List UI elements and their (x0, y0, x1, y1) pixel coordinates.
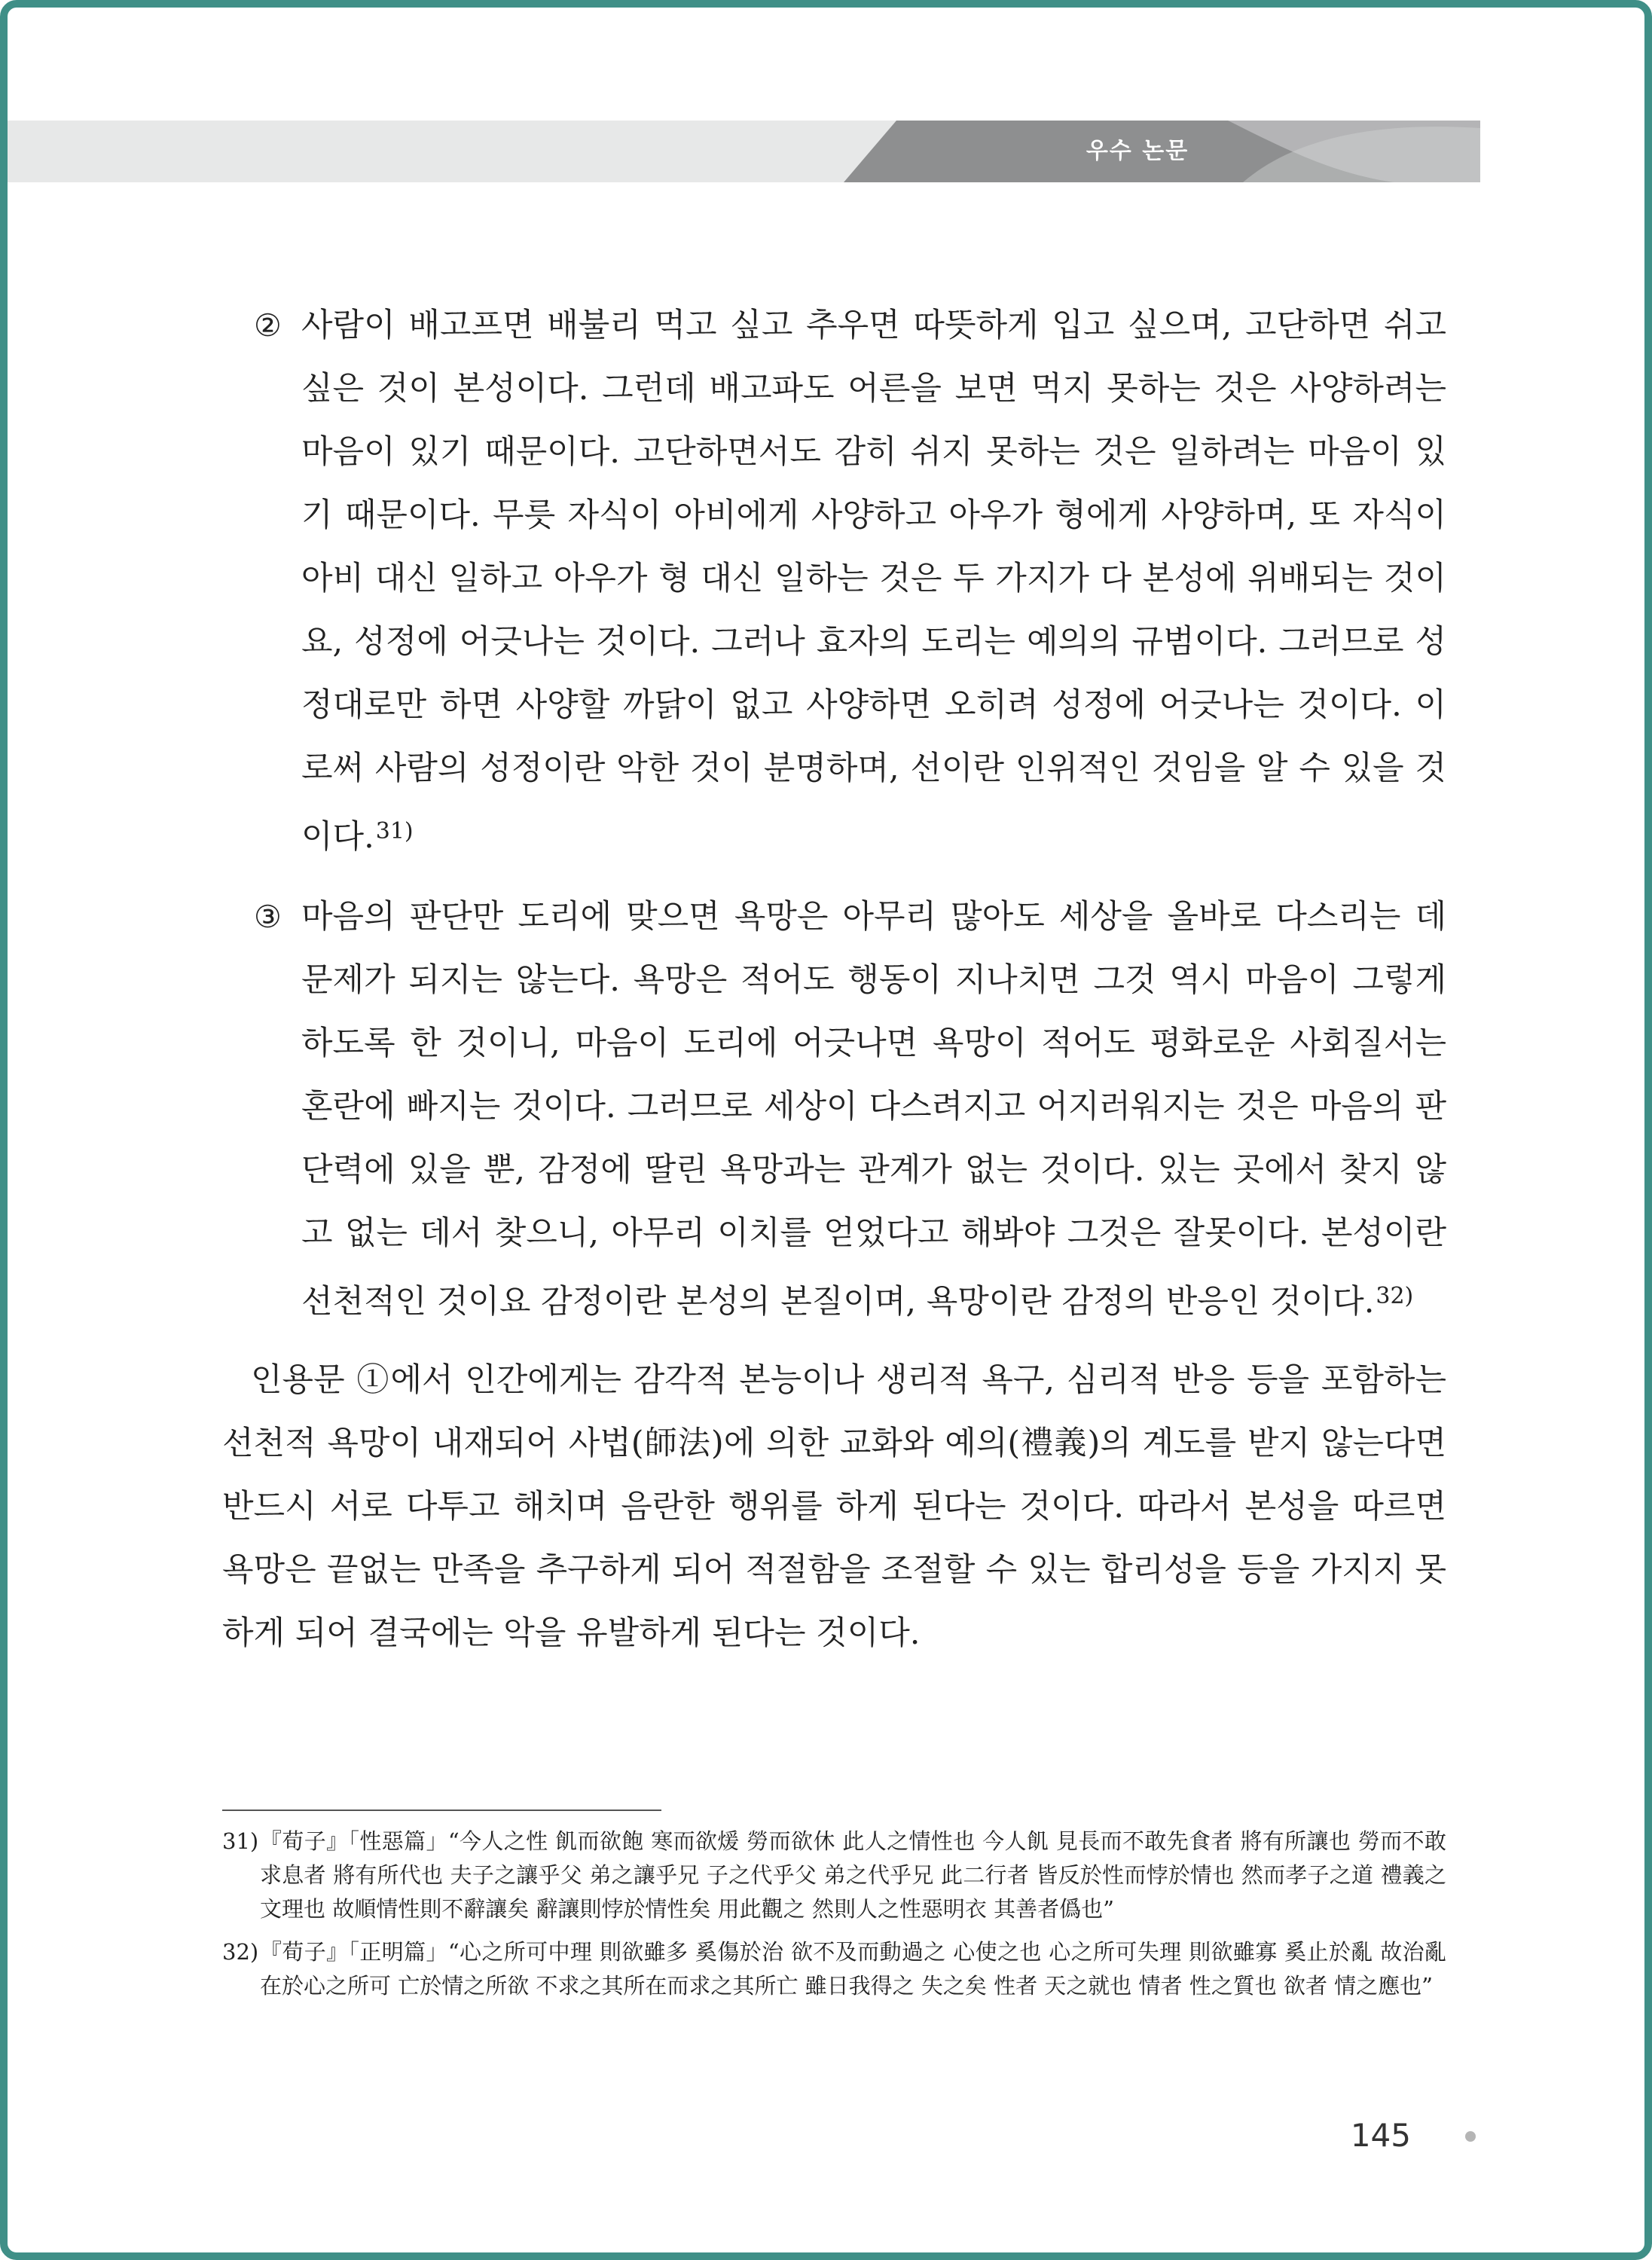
quote-body: 사람이 배고프면 배불리 먹고 싶고 추우면 따뜻하게 입고 싶으며, 고단하면 쉬고 싶은 것이 본성이다. 그런데 배고파도 어른을 보면 먹지 못하는 것은 사양하려는 마음이 있기 때문이다. 고단하면서도 감히 쉬지 못하는 것은 일하려는 마음이 있기 때문이다. 무릇 자식이 아비에게 사양하고 아우가 형에게 사양하며, 또 자식이 아비 대신 일하고 아우가 형 대신 일하는 것은 두 가지가 다 본성에 위배되는 것이요, 성정에 어긋나는 것이다. 그러나 효자의 도리는 예의의 규범이다. 그러므로 성정대로만 하면 사양할 까닭이 없고 사양하면 오히려 성정에 어긋나는 것이다. 이로써 사람의 성정이란 악한 것이 분명하며, 선이란 인위적인 것임을 알 수 있을 것이다. (301, 307, 1446, 856)
quote-text (301, 885, 1446, 1333)
footnote-number: 31) (222, 1828, 259, 1854)
quote-marker: ② (254, 307, 282, 344)
running-header-band (8, 121, 1480, 182)
footnote-text: 『荀子』「性惡篇」“今人之性 飢而欲飽 寒而欲煖 勞而欲休 此人之情性也 今人飢 見長而不敢先食者 將有所讓也 勞而不敢求息者 將有所代也 夫子之讓乎父 弟之讓乎兄 子之代乎父 弟之代乎兄 此二行者 皆反於性而悖於情也 然而孝子之道 禮義之文理也 故順情性則不辭讓矣 辭讓則悖於情性矣 用此觀之 然則人之性惡明衣 其善者僞也” (260, 1828, 1446, 1922)
footnote-number: 32) (222, 1939, 259, 1965)
main-text (222, 294, 1446, 1697)
header-decoration (8, 121, 1480, 182)
quote-item-3 (222, 885, 1446, 1333)
quote-text (301, 294, 1446, 869)
footnote-ref-31[interactable]: 31) (375, 818, 414, 844)
page-number-dot (1465, 2131, 1476, 2142)
quote-marker: ③ (254, 899, 282, 935)
footnote-divider (222, 1810, 661, 1811)
quote-item-2 (222, 294, 1446, 869)
quote-body: 마음의 판단만 도리에 맞으면 욕망은 아무리 많아도 세상을 올바로 다스리는 데 문제가 되지는 않는다. 욕망은 적어도 행동이 지나치면 그것 역시 마음이 그렇게 하도록 한 것이니, 마음이 도리에 어긋나면 욕망이 적어도 평화로운 사회질서는 혼란에 빠지는 것이다. 그러므로 세상이 다스려지고 어지러워지는 것은 마음의 판단력에 있을 뿐, 감정에 딸린 욕망과는 관계가 없는 것이다. 있는 곳에서 찾지 않고 없는 데서 찾으니, 아무리 이치를 얻었다고 해봐야 그것은 잘못이다. 본성이란 선천적인 것이요 감정이란 본성의 본질이며, 욕망이란 감정의 반응인 것이다. (301, 898, 1446, 1321)
footnote-ref-32[interactable]: 32) (1376, 1283, 1414, 1309)
footnote-31 (222, 1825, 1446, 1926)
footnote-32 (222, 1935, 1446, 2003)
page-number: 145 (1350, 2117, 1411, 2154)
body-paragraph: 인용문 ①에서 인간에게는 감각적 본능이나 생리적 욕구, 심리적 반응 등을 포함하는 선천적 욕망이 내재되어 사법(師法)에 의한 교화와 예의(禮義)의 계도를 받지 않는다면 반드시 서로 다투고 해치며 음란한 행위를 하게 된다는 것이다. 따라서 본성을 따르면 욕망은 끝없는 만족을 추구하게 되어 적절함을 조절할 수 있는 합리성을 등을 가지지 못하게 되어 결국에는 악을 유발하게 된다는 것이다. (222, 1361, 1446, 1652)
footnote-text: 『荀子』「正明篇」“心之所可中理 則欲雖多 奚傷於治 欲不及而動過之 心使之也 心之所可失理 則欲雖寡 奚止於亂 故治亂在於心之所可 亡於情之所欲 不求之其所在而求之其所亡 雖日我得之 失之矣 性者 天之就也 情者 性之質也 欲者 情之應也” (260, 1939, 1446, 1999)
section-label: 우수 논문 (1086, 138, 1189, 164)
footnotes (222, 1825, 1446, 2012)
